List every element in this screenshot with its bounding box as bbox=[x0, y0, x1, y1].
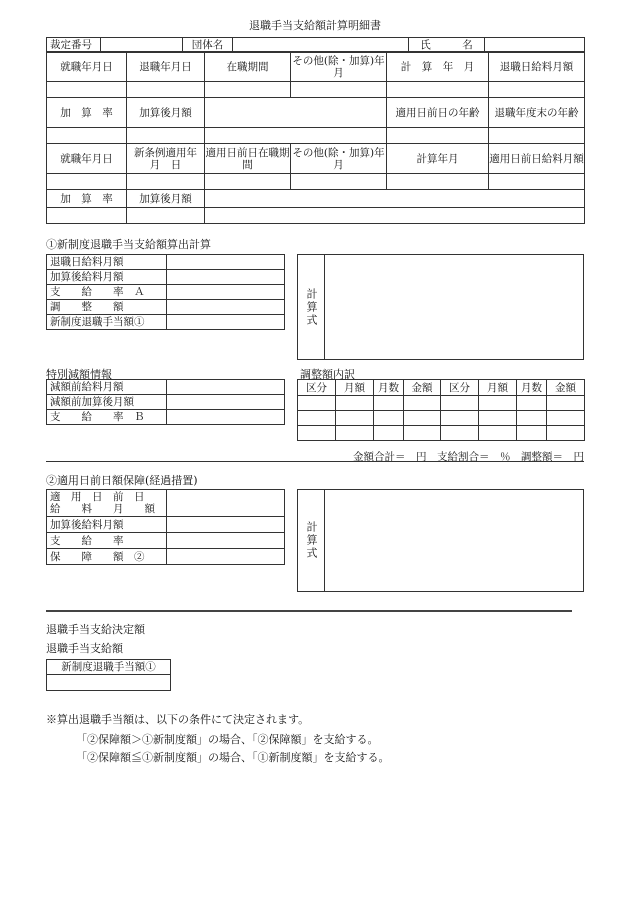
adjust-h-6: 月数 bbox=[517, 380, 547, 396]
grid1-r3-4: 計算年月 bbox=[387, 144, 489, 174]
grid1-h-5: 退職日給料月額 bbox=[489, 52, 585, 82]
adjust-cell[interactable] bbox=[517, 396, 547, 411]
adjust-h-2: 月数 bbox=[374, 380, 404, 396]
section1-calc-label: 計算式 bbox=[298, 255, 325, 359]
special-table bbox=[46, 379, 285, 425]
s1-row-2: 支 給 率 Ａ bbox=[47, 285, 167, 300]
adjust-h-4: 区分 bbox=[441, 380, 479, 396]
s1-row-1: 加算後給料月額 bbox=[47, 270, 167, 285]
adjust-h-0: 区分 bbox=[298, 380, 336, 396]
grid1-r3v-5[interactable] bbox=[489, 174, 585, 190]
adjust-cell[interactable] bbox=[517, 411, 547, 426]
grid1-v-5[interactable] bbox=[489, 82, 585, 98]
grid1-add-month-field[interactable] bbox=[127, 128, 205, 144]
grid1-add-rate-field[interactable] bbox=[47, 128, 127, 144]
grid1-r4-add-month-field[interactable] bbox=[127, 208, 205, 224]
adjust-cell[interactable] bbox=[547, 396, 585, 411]
adjust-cell[interactable] bbox=[298, 426, 336, 441]
grid1-r3v-4[interactable] bbox=[387, 174, 489, 190]
s1-row-3: 調 整 額 bbox=[47, 300, 167, 315]
adjust-summary: 金額合計＝ 円 支給割合＝ ％ 調整額＝ 円 bbox=[353, 451, 584, 463]
adjust-cell[interactable] bbox=[441, 411, 479, 426]
grid1-age-end-field[interactable] bbox=[489, 128, 585, 144]
grid1-age-before-field[interactable] bbox=[387, 128, 489, 144]
adjust-table bbox=[297, 379, 585, 441]
grid1-r3-0: 就職年月日 bbox=[47, 144, 127, 174]
grid1-v-3[interactable] bbox=[291, 82, 387, 98]
adjust-cell[interactable] bbox=[374, 396, 404, 411]
grid1-h-2: 在職期間 bbox=[205, 52, 291, 82]
grid1-r4-add-rate-field[interactable] bbox=[47, 208, 127, 224]
special-title: 特別減額情報 bbox=[46, 368, 112, 381]
adjust-title: 調整額内訳 bbox=[300, 368, 355, 381]
document-title: 退職手当支給額計算明細書 bbox=[249, 19, 381, 32]
adjust-cell[interactable] bbox=[441, 426, 479, 441]
s1-val-1[interactable] bbox=[167, 270, 285, 285]
special-row-0: 減額前給料月額 bbox=[47, 380, 167, 395]
special-row-1: 減額前加算後月額 bbox=[47, 395, 167, 410]
grid1-h-3: その他(除・加算)年月 bbox=[291, 52, 387, 82]
s1-val-2[interactable] bbox=[167, 285, 285, 300]
s2-row-1: 加算後給料月額 bbox=[47, 517, 167, 533]
s2-val-2[interactable] bbox=[167, 533, 285, 549]
grid1-r3-2: 適用日前日在職期間 bbox=[205, 144, 291, 174]
final-title2: 退職手当支給額 bbox=[46, 642, 123, 655]
grid1-r3v-0[interactable] bbox=[47, 174, 127, 190]
s1-row-4: 新制度退職手当額① bbox=[47, 315, 167, 330]
section2-title: ②適用日前日額保障(経過措置) bbox=[46, 474, 198, 487]
adjust-h-7: 金額 bbox=[547, 380, 585, 396]
section1-title: ①新制度退職手当支給額算出計算 bbox=[46, 238, 211, 251]
note-line-1: ※算出退職手当額は、以下の条件にて決定されます。 bbox=[46, 713, 310, 726]
adjust-cell[interactable] bbox=[404, 426, 441, 441]
grid1-age-before-label: 適用日前日の年齢 bbox=[387, 98, 489, 128]
adjust-h-1: 月額 bbox=[336, 380, 374, 396]
final-box-value[interactable] bbox=[47, 675, 171, 691]
grid1-v-4[interactable] bbox=[387, 82, 489, 98]
decision-no-label: 裁定番号 bbox=[47, 38, 101, 53]
special-val-0[interactable] bbox=[167, 380, 285, 395]
s1-val-3[interactable] bbox=[167, 300, 285, 315]
grid1-h-4: 計 算 年 月 bbox=[387, 52, 489, 82]
adjust-cell[interactable] bbox=[441, 396, 479, 411]
adjust-cell[interactable] bbox=[404, 396, 441, 411]
adjust-cell[interactable] bbox=[404, 411, 441, 426]
s2-row-2: 支 給 率 bbox=[47, 533, 167, 549]
special-row-2: 支 給 率 Ｂ bbox=[47, 410, 167, 425]
final-table bbox=[46, 659, 171, 691]
adjust-cell[interactable] bbox=[547, 426, 585, 441]
section2-table bbox=[46, 489, 285, 565]
adjust-cell[interactable] bbox=[479, 411, 517, 426]
grid1-v-1[interactable] bbox=[127, 82, 205, 98]
section2-calc-label: 計算式 bbox=[298, 490, 325, 591]
grid1-h-1: 退職年月日 bbox=[127, 52, 205, 82]
section1-table bbox=[46, 254, 285, 330]
grid1-r3-3: その他(除・加算)年月 bbox=[291, 144, 387, 174]
adjust-cell[interactable] bbox=[336, 396, 374, 411]
note-line-2: 「②保障額＞①新制度額」の場合、「②保障額」を支給する。 bbox=[76, 733, 379, 746]
person-name-label: 氏 名 bbox=[409, 38, 485, 53]
s2-row-3: 保 障 額 ② bbox=[47, 549, 167, 565]
grid1-r4v-blank bbox=[205, 208, 585, 224]
grid1-r4-add-rate-label: 加 算 率 bbox=[47, 190, 127, 208]
adjust-cell[interactable] bbox=[374, 426, 404, 441]
adjust-cell[interactable] bbox=[336, 411, 374, 426]
grid1-r3-1: 新条例適用年 月 日 bbox=[127, 144, 205, 174]
grid1-r4-blank bbox=[205, 190, 585, 208]
adjust-cell[interactable] bbox=[479, 396, 517, 411]
final-title1: 退職手当支給決定額 bbox=[46, 623, 145, 636]
s1-val-4[interactable] bbox=[167, 315, 285, 330]
divider-1 bbox=[46, 461, 584, 462]
adjust-cell[interactable] bbox=[479, 426, 517, 441]
final-box-label: 新制度退職手当額① bbox=[47, 660, 171, 675]
special-val-2[interactable] bbox=[167, 410, 285, 425]
grid1-row2-blank bbox=[205, 98, 387, 128]
divider-2 bbox=[46, 610, 572, 612]
s2-val-1[interactable] bbox=[167, 517, 285, 533]
grid1-v-2[interactable] bbox=[205, 82, 291, 98]
grid1-v-0[interactable] bbox=[47, 82, 127, 98]
s1-val-0[interactable] bbox=[167, 255, 285, 270]
grid1-r3-5: 適用日前日給料月額 bbox=[489, 144, 585, 174]
adjust-cell[interactable] bbox=[547, 411, 585, 426]
adjust-cell[interactable] bbox=[374, 411, 404, 426]
adjust-cell[interactable] bbox=[298, 411, 336, 426]
grid1-r3v-1[interactable] bbox=[127, 174, 205, 190]
org-name-label: 団体名 bbox=[183, 38, 233, 53]
grid1-row2v-blank bbox=[205, 128, 387, 144]
grid1-h-0: 就職年月日 bbox=[47, 52, 127, 82]
grid1-add-month-label: 加算後月額 bbox=[127, 98, 205, 128]
adjust-cell[interactable] bbox=[517, 426, 547, 441]
s2-val-3[interactable] bbox=[167, 549, 285, 565]
grid1-r3v-3[interactable] bbox=[291, 174, 387, 190]
section1-calc-box[interactable] bbox=[297, 254, 584, 360]
special-val-1[interactable] bbox=[167, 395, 285, 410]
adjust-h-5: 月額 bbox=[479, 380, 517, 396]
s2-val-0[interactable] bbox=[167, 490, 285, 517]
section2-calc-box[interactable] bbox=[297, 489, 584, 592]
s2-row-0: 適 用 日 前 日 給 料 月 額 bbox=[47, 490, 167, 517]
note-line-3: 「②保障額≦①新制度額」の場合、「①新制度額」を支給する。 bbox=[76, 751, 390, 764]
adjust-cell[interactable] bbox=[336, 426, 374, 441]
adjust-cell[interactable] bbox=[298, 396, 336, 411]
adjust-h-3: 金額 bbox=[404, 380, 441, 396]
grid1-r3v-2[interactable] bbox=[205, 174, 291, 190]
grid1-r4-add-month-label: 加算後月額 bbox=[127, 190, 205, 208]
service-grid bbox=[46, 51, 585, 224]
grid1-add-rate-label: 加 算 率 bbox=[47, 98, 127, 128]
s1-row-0: 退職日給料月額 bbox=[47, 255, 167, 270]
grid1-age-end-label: 退職年度末の年齢 bbox=[489, 98, 585, 128]
